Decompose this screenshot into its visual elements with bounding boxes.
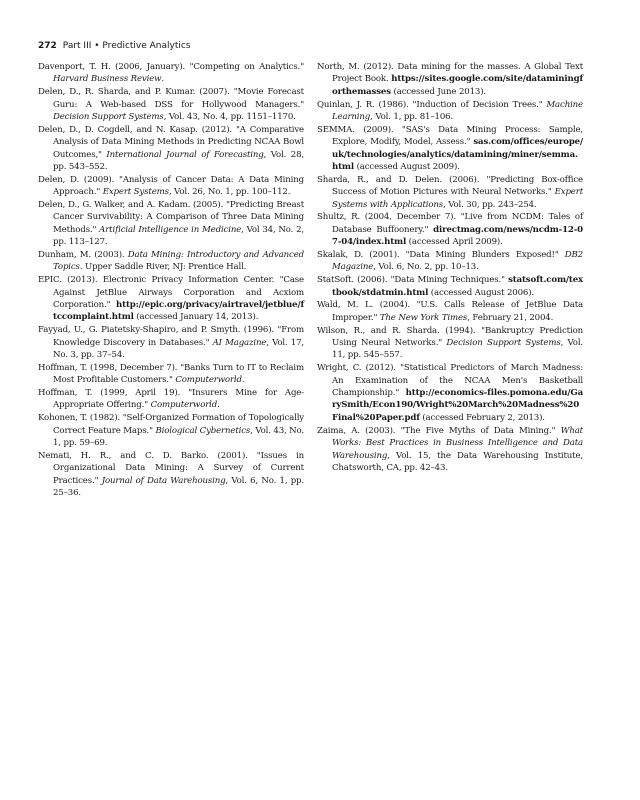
reference-source-title: Decision Support Systems	[446, 338, 561, 349]
reference-source-title: The New York Times	[379, 312, 468, 323]
reference-entry	[38, 124, 304, 174]
reference-entry	[38, 362, 304, 387]
reference-details: , Vol. 17, No. 3, pp. 37–54.	[53, 337, 304, 361]
reference-details: , Vol. 11, pp. 545–557.	[332, 338, 583, 361]
reference-source-title: Computerworld	[150, 400, 218, 411]
reference-entry	[38, 450, 304, 500]
reference-entry	[317, 362, 583, 424]
reference-text: Hoffman, T. (1999, April 19). "Insurers Mine for Age-Appropriate Offering."	[38, 388, 304, 411]
reference-entry	[38, 174, 304, 199]
reference-text: Delen, D., R. Sharda, and P. Kumar. (2007). "Movie Forecast Guru: A Web-based DSS for Hollywood Managers."	[38, 87, 304, 110]
reference-text: Quinlan, J. R. (1986). "Induction of Decision Trees."	[317, 99, 547, 110]
reference-text: Fayyad, U., G. Piatetsky-Shapiro, and P. Smyth. (1996). "From Knowledge Discovery in Databases."	[38, 325, 304, 348]
reference-details: , Vol. 43, No. 4, pp. 1151–1170.	[163, 112, 296, 123]
reference-source-title: Expert Systems with Applications	[332, 187, 583, 210]
reference-entry	[317, 425, 583, 475]
reference-text: SEMMA. (2009). "SAS's Data Mining Process: Sample, Explore, Modify, Model, Assess."	[317, 124, 583, 148]
reference-text: Zaima, A. (2003). "The Five Myths of Data Mining."	[317, 425, 561, 436]
reference-entry	[317, 124, 583, 174]
reference-entry	[38, 274, 304, 324]
reference-details: .	[161, 74, 164, 85]
reference-text: Shultz, R. (2004, December 7). "Live from NCDM: Tales of Database Buffoonery."	[317, 212, 583, 235]
reference-text: Hoffman, T. (1998, December 7). "Banks Turn to IT to Reclaim Most Profitable Customers."	[38, 362, 304, 386]
reference-source-title: Harvard Business Review	[53, 74, 162, 85]
reference-entry	[317, 299, 583, 324]
reference-text: EPIC. (2013). Electronic Privacy Information Center. "Case Against JetBlue Airways Corporation and Acxiom Corporation."	[38, 275, 304, 311]
reference-details: (accessed February 2, 2013).	[419, 412, 545, 423]
reference-url[interactable]: directmag.com/news/ncdm-12-07-04/index.html	[332, 224, 583, 248]
reference-text: Wright, C. (2012). "Statistical Predictors of March Madness: An Examination of the NCAA Men's Basketball Championship."	[317, 363, 583, 399]
reference-url[interactable]: statsoft.com/textbook/stdatmin.html	[332, 275, 583, 298]
reference-details: , Vol. 15, the Data Warehousing Institute, Chatsworth, CA, pp. 42–43.	[332, 450, 583, 473]
reference-entry	[38, 412, 304, 449]
reference-text: Delen, D. (2009). "Analysis of Cancer Data: A Data Mining Approach."	[38, 174, 304, 198]
reference-entry	[38, 324, 304, 361]
reference-details: (accessed January 14, 2013).	[133, 312, 259, 323]
references-right-column	[317, 61, 583, 475]
reference-url[interactable]: sas.com/offices/europe/uk/technologies/analytics/datamining/miner/semma.html	[332, 137, 583, 173]
reference-text: Davenport, T. H. (2006, January). "Competing on Analytics."	[38, 62, 304, 72]
reference-details: . Upper Saddle River, NJ: Prentice Hall.	[79, 262, 247, 273]
reference-source-title: AI Magazine	[212, 337, 267, 348]
reference-text: Sharda, R., and D. Delen. (2006). "Predicting Box-office Success of Motion Pictures with Neural Networks."	[317, 174, 583, 198]
reference-details: (accessed April 2009).	[406, 237, 503, 248]
reference-source-title: Decision Support Systems	[53, 112, 164, 123]
reference-text: Delen, D., D. Cogdell, and N. Kasap. (2012). "A Comparative Analysis of Data Mining Methods in Predicting NCAA Bowl Outcomes,"	[38, 124, 304, 160]
reference-url[interactable]: http://epic.org/privacy/airtravel/jetblue/ftccomplaint.html	[53, 300, 304, 323]
reference-text: Nemati, H. R., and C. D. Barko. (2001). "Issues in Organizational Data Mining: A Survey of Current Practices."	[38, 450, 304, 486]
reference-source-title: What Works: Best Practices in Business Intelligence and Data Warehousing	[332, 425, 583, 461]
running-head	[38, 40, 191, 52]
reference-entry	[317, 99, 583, 124]
reference-source-title: Journal of Data Warehousing	[101, 475, 226, 486]
reference-details: , Vol. 1, pp. 81–106.	[370, 112, 454, 123]
reference-source-title: International Journal of Forecasting	[106, 149, 264, 160]
reference-details: (accessed June 2013).	[390, 86, 486, 97]
running-title: Part III • Predictive Analytics	[62, 41, 191, 51]
reference-text: Kohonen, T. (1982). "Self-Organized Formation of Topologically Correct Feature Maps."	[38, 413, 304, 436]
reference-details: .	[241, 375, 245, 386]
reference-details: , Vol. 30, pp. 243–254.	[443, 199, 537, 210]
reference-text: Skalak, D. (2001). "Data Mining Blunders Exposed!"	[317, 250, 565, 261]
references-left-column	[38, 61, 304, 500]
reference-source-title: Computerworld	[175, 375, 242, 386]
reference-details: , Vol. 6, No. 1, pp. 25–36.	[53, 475, 304, 499]
reference-text: Delen, D., G. Walker, and A. Kadam. (2005). "Predicting Breast Cancer Survivability: A Comparison of Three Data Mining Methods."	[38, 200, 304, 235]
page-number: 272	[38, 41, 57, 51]
reference-details: , Vol. 28, pp. 543–552.	[53, 149, 304, 173]
reference-details: (accessed August 2006).	[428, 287, 535, 298]
reference-details: , Vol 34, No. 2, pp. 113–127.	[53, 224, 304, 248]
reference-details: , Vol. 43, No. 1, pp. 59–69.	[53, 425, 305, 449]
reference-url[interactable]: https://sites.google.com/site/dataminingforthemasses	[332, 74, 583, 97]
reference-text: Wald, M. L. (2004). "U.S. Calls Release of JetBlue Data Improper."	[317, 300, 583, 323]
reference-entry	[317, 174, 583, 211]
reference-source-title: Data Mining: Introductory and Advanced Topics	[53, 250, 304, 273]
reference-details: , Vol. 6, No. 2, pp. 10–13.	[373, 262, 479, 273]
reference-text: Dunham, M. (2003).	[38, 250, 128, 261]
reference-entry	[38, 249, 304, 274]
reference-entry	[317, 274, 583, 299]
reference-entry	[317, 249, 583, 274]
reference-entry	[38, 86, 304, 123]
reference-source-title: Artificial Intelligence in Medicine	[99, 224, 242, 235]
reference-entry	[38, 199, 304, 249]
reference-entry	[38, 61, 304, 86]
reference-details: , Vol. 26, No. 1, pp. 100–112.	[168, 187, 291, 198]
reference-source-title: Machine Learning	[332, 99, 583, 123]
reference-entry	[317, 61, 583, 98]
reference-details: (accessed August 2009).	[353, 162, 460, 173]
reference-entry	[317, 325, 583, 362]
reference-source-title: DB2 Magazine	[332, 250, 583, 273]
reference-text: StatSoft. (2006). "Data Mining Techniques."	[317, 275, 509, 286]
reference-source-title: Expert Systems	[102, 187, 169, 198]
reference-url[interactable]: http://economics-files.pomona.edu/GarySmith/Econ190/Wright%20March%20Madness%20Final%20Paper.pdf	[332, 388, 583, 423]
reference-source-title: Biological Cybernetics	[155, 425, 251, 436]
reference-entry	[38, 387, 304, 412]
reference-text: North, M. (2012). Data mining for the masses. A Global Text Project Book.	[317, 62, 583, 85]
reference-details: , February 21, 2004.	[467, 312, 554, 323]
reference-details: .	[217, 400, 220, 411]
reference-entry	[317, 211, 583, 248]
reference-text: Wilson, R., and R. Sharda. (1994). "Bankruptcy Prediction Using Neural Networks."	[317, 325, 583, 349]
